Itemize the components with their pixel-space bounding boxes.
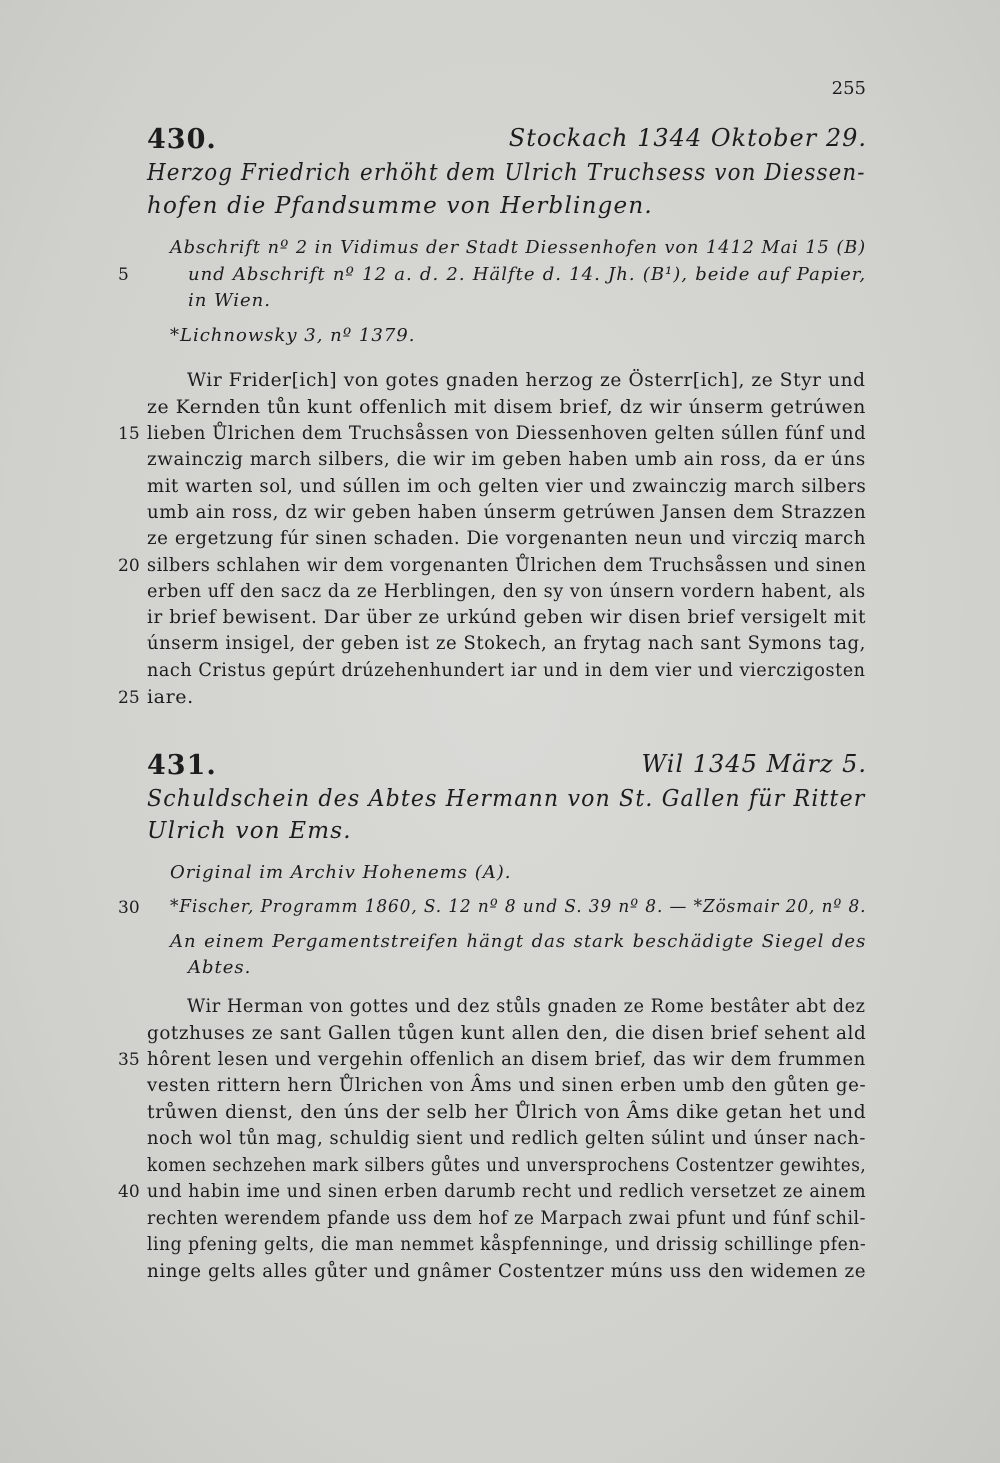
document-header-430	[147, 124, 867, 160]
line-number: 25	[118, 688, 140, 708]
page-number: 255	[831, 78, 866, 99]
body-text-line: Wir Herman von gottes und dez stůls gnaden ze Rome bestâter abt dez	[187, 995, 866, 1017]
document-header-431	[147, 750, 867, 786]
line-number: 20	[118, 556, 140, 576]
body-text-line: komen sechzehen mark silbers gůtes und unversprochens Costentzer gewihtes,	[147, 1154, 867, 1176]
body-text-line: ninge gelts alles gůter und gnâmer Costentzer múns uss den widemen ze	[147, 1260, 867, 1282]
place-date: Stockach 1344 Oktober 29.	[508, 124, 867, 152]
document-title: Schuldschein des Abtes Hermann von St. Gallen für Ritter	[147, 786, 866, 812]
body-text-line: trůwen dienst, den úns der selb her Ůlrich von Âms dike getan het und	[147, 1101, 867, 1123]
document-number: 430.	[147, 124, 217, 155]
body-text-line: mit warten sol, und súllen im och gelten vier und zwainczig march silbers	[147, 475, 867, 497]
body-text-line: Wir Frider[ich] von gotes gnaden herzog ze Österr[ich], ze Styr und	[187, 369, 866, 391]
place-date: Wil 1345 März 5.	[641, 750, 867, 778]
body-text-line: nach Cristus gepúrt drúzehenhundert iar und in dem vier und vierczigosten	[147, 659, 866, 681]
body-text-line: vesten rittern hern Ůlrichen von Âms und sinen erben umb den gůten ge-	[147, 1074, 867, 1096]
body-text-line: únserm insigel, der geben ist ze Stokech, an frytag nach sant Symons tag,	[147, 632, 866, 654]
body-text-line: ze Kernden tůn kunt offenlich mit disem brief, dz wir únserm getrúwen	[147, 396, 866, 418]
document-number: 431.	[147, 750, 217, 781]
literature-note: *Fischer, Programm 1860, S. 12 nº 8 und S. 39 nº 8. — *Zösmair 20, nº 8.	[170, 896, 867, 917]
body-text-line: ir brief bewisent. Dar über ze urkúnd geben wir disen brief versigelt mit	[147, 606, 867, 628]
source-note: in Wien.	[188, 290, 271, 311]
body-text-line: zwainczig march silbers, die wir im geben haben umb ain ross, da er úns	[147, 448, 866, 470]
body-text-line: umb ain ross, dz wir geben haben únserm getrúwen Jansen dem Strazzen	[147, 501, 867, 523]
document-title: Herzog Friedrich erhöht dem Ulrich Truchsess von Diessen-	[147, 160, 866, 186]
line-number: 15	[118, 424, 140, 444]
body-text-line: erben uff den sacz da ze Herblingen, den sy von únsern vordern habent, als	[147, 580, 866, 602]
body-text-line: lieben Ůlrichen dem Truchsåssen von Diessenhoven gelten súllen fúnf und	[147, 422, 867, 444]
source-note: Original im Archiv Hohenems (A).	[170, 862, 512, 883]
literature-note: *Lichnowsky 3, nº 1379.	[170, 325, 416, 346]
body-text-line: ling pfening gelts, die man nemmet kåspfenninge, und drissig schillinge pfen-	[147, 1233, 867, 1255]
seal-note: An einem Pergamentstreifen hängt das stark beschädigte Siegel des	[170, 931, 867, 952]
body-text-line: noch wol tůn mag, schuldig sient und redlich gelten súlint und únser nach-	[147, 1127, 866, 1149]
source-note: Abschrift nº 2 in Vidimus der Stadt Diessenhofen von 1412 Mai 15 (B)	[170, 237, 867, 258]
body-text-line: iare.	[147, 686, 194, 708]
body-text-line: und habin ime und sinen erben darumb recht und redlich versetzet ze ainem	[147, 1180, 867, 1202]
seal-note: Abtes.	[188, 957, 252, 978]
body-text-line: hôrent lesen und vergehin offenlich an disem brief, das wir dem frummen	[147, 1048, 866, 1070]
body-text-line: rechten werendem pfande uss dem hof ze Marpach zwai pfunt und fúnf schil-	[147, 1207, 866, 1229]
body-text-line: ze ergetzung fúr sinen schaden. Die vorgenanten neun und vircziq march	[147, 527, 867, 549]
source-note: und Abschrift nº 12 a. d. 2. Hälfte d. 14. Jh. (B¹), beide auf Papier,	[188, 264, 867, 285]
line-number: 40	[118, 1182, 140, 1202]
line-number: 5	[118, 265, 129, 285]
line-number: 30	[118, 898, 140, 918]
body-text-line: silbers schlahen wir dem vorgenanten Ůlrichen dem Truchsåssen und sinen	[147, 554, 867, 576]
document-title: hofen die Pfandsumme von Herblingen.	[147, 193, 653, 219]
line-number: 35	[118, 1050, 140, 1070]
body-text-line: gotzhuses ze sant Gallen tůgen kunt allen den, die disen brief sehent ald	[147, 1022, 867, 1044]
document-title: Ulrich von Ems.	[147, 818, 352, 844]
